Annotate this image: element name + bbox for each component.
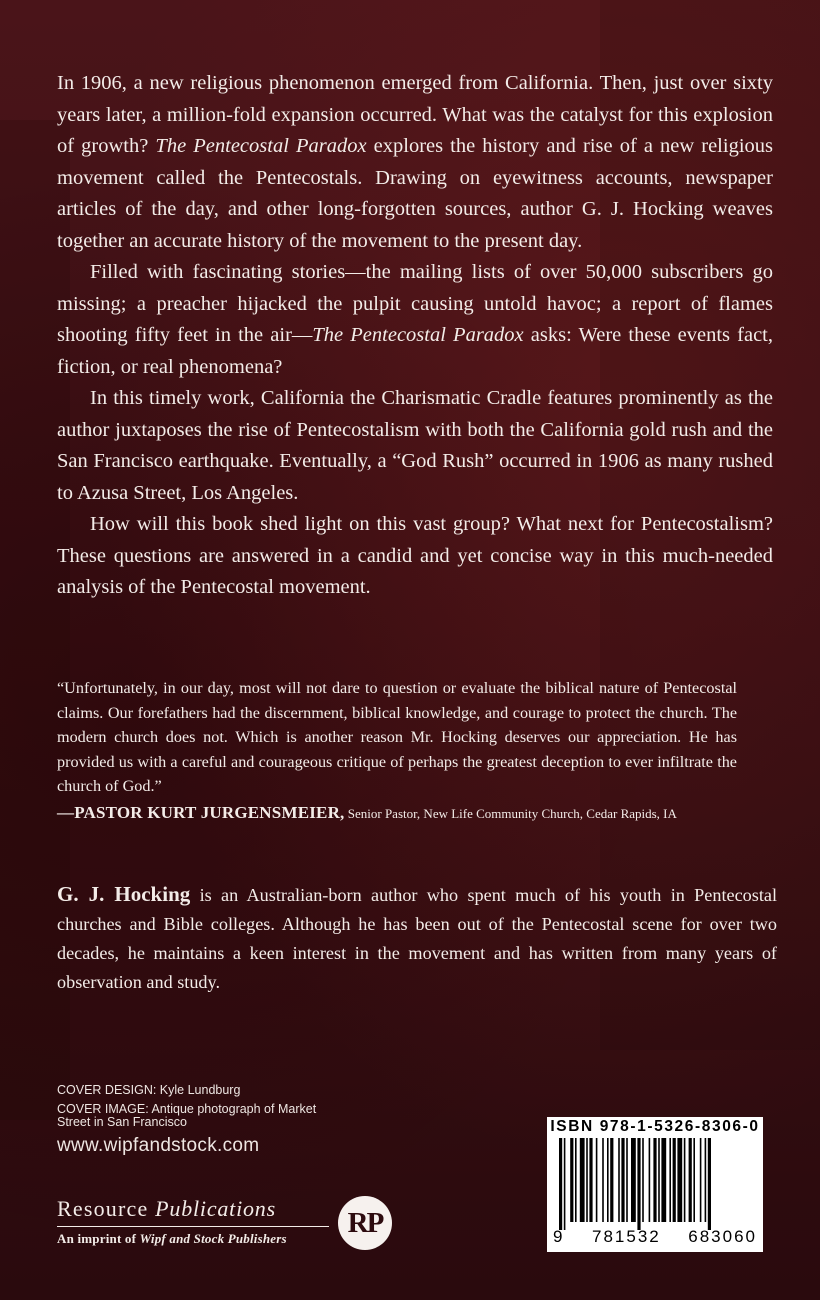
barcode-bar — [559, 1138, 562, 1230]
blurb-text: In 1906, a new religious phenomenon emerged from California. Then, just over sixty years later, a million-fold expansion occurred. What was the catalyst for this explosion of growth? — [57, 72, 773, 157]
barcode-bar — [658, 1138, 660, 1222]
endorsement — [57, 676, 737, 827]
blurb-text: Filled with fascinating stories—the mailing lists of over 50,000 subscribers go missing; a preacher hijacked the pulpit causing untold havoc; a report of flames shooting fifty feet in the air— — [57, 261, 773, 346]
blurb-paragraph: How will this book shed light on this vast group? What next for Pentecostalism? These questions are answered in a candid and yet concise way in this much-needed analysis of the Pentecostal movement. — [57, 513, 773, 598]
blurb-paragraph — [57, 257, 773, 383]
blurb-paragraph — [57, 68, 773, 257]
barcode-bar — [637, 1138, 640, 1230]
publisher-block — [57, 1196, 329, 1247]
barcode-bar — [618, 1138, 620, 1222]
author-bio-text — [57, 880, 777, 997]
barcode-bar — [626, 1138, 628, 1222]
barcode-bar — [631, 1138, 636, 1222]
barcode-bar — [705, 1138, 707, 1222]
endorser-role: Senior Pastor, New Life Community Church, Cedar Rapids, IA — [344, 805, 677, 821]
book-title: The Pentecostal Paradox — [155, 135, 367, 157]
barcode-bar — [586, 1138, 588, 1222]
barcode-digit-group: 9 — [553, 1227, 565, 1246]
barcode-bar — [700, 1138, 702, 1222]
barcode-bar — [689, 1138, 692, 1222]
publisher-name-italic: Publications — [155, 1196, 276, 1221]
barcode-digit-group: 683060 — [688, 1227, 757, 1246]
barcode-bar — [642, 1138, 644, 1222]
credit-label: COVER DESIGN: — [57, 1083, 157, 1097]
endorsement-quote: “Unfortunately, in our day, most will not dare to question or evaluate the biblical nature of Pentecostal claims. Our forefathers had the discernment, biblical knowledge, and courage to protect the church. The modern church does not. Which is another reason Mr. Hocking deserves our appreciation. He has provided us with a careful and courageous critique of perhaps the greatest deception to ever infiltrate the church of God.” — [57, 679, 737, 796]
imprint-italic: Wipf and Stock Publishers — [139, 1231, 287, 1246]
barcode-bar — [693, 1138, 695, 1222]
barcode-bar — [708, 1138, 711, 1230]
barcode-digit-group: 781532 — [592, 1227, 661, 1246]
barcode-bar — [673, 1138, 676, 1222]
blurb-text: asks: Were these events fact, fiction, or real phenomena? — [57, 324, 774, 378]
endorsement-attribution — [57, 801, 737, 827]
barcode-bar — [653, 1138, 656, 1222]
barcode-bar — [669, 1138, 671, 1222]
barcode-bar — [575, 1138, 577, 1222]
book-title: The Pentecostal Paradox — [312, 324, 524, 346]
publisher-url[interactable]: www.wipfandstock.com — [57, 1135, 260, 1156]
barcode-digits — [547, 1227, 763, 1247]
credit-value: Kyle Lundburg — [156, 1083, 241, 1097]
barcode-bar — [661, 1138, 666, 1222]
barcode-bar — [564, 1138, 566, 1230]
barcode-bar — [649, 1138, 651, 1222]
blurb-text: explores the history and rise of a new religious movement called the Pentecostals. Drawing on eyewitness accounts, newspaper articles of the day, and other long-forgotten sources, author G. J. Hocking weaves together an accurate history of the movement to the present day. — [57, 135, 773, 252]
cover-image-credit — [57, 1103, 327, 1129]
credit-label: COVER IMAGE: — [57, 1102, 149, 1116]
endorser-name: —PASTOR KURT JURGENSMEIER, — [57, 802, 345, 822]
bio-text: is an Australian-born author who spent much of his youth in Pentecostal churches and Bible colleges. Although he has been out of the Pentecostal scene for over two decades, he maintains a keen interest in the movement and has written from many years of observation and study. — [57, 885, 777, 992]
barcode-bar — [610, 1138, 613, 1222]
barcode-bar — [684, 1138, 686, 1222]
publisher-imprint — [57, 1231, 329, 1247]
barcode-bar — [621, 1138, 624, 1222]
barcode-bar — [602, 1138, 604, 1222]
author-bio — [57, 880, 777, 997]
credit-value: Antique photograph of Market Street in San Francisco — [57, 1102, 317, 1129]
barcode-bar — [596, 1138, 598, 1222]
barcode-bars — [559, 1138, 755, 1230]
barcode-bar — [580, 1138, 585, 1222]
cover-credits — [57, 1084, 327, 1157]
barcode-bar — [607, 1138, 609, 1222]
barcode-bar — [570, 1138, 573, 1222]
publisher-name — [57, 1196, 329, 1227]
barcode-bar — [677, 1138, 682, 1222]
rp-logo-icon: RP — [338, 1196, 392, 1250]
blurb — [57, 68, 773, 604]
isbn-number: ISBN 978-1-5326-8306-0 — [550, 1118, 760, 1135]
blurb-paragraph: In this timely work, California the Charismatic Cradle features prominently as the author juxtaposes the rise of Pentecostalism with both the California gold rush and the San Francisco earthquake. Eventually, a “God Rush” occurred in 1906 as many rushed to Azusa Street, Los Angeles. — [57, 387, 773, 504]
barcode — [547, 1117, 763, 1252]
publisher-name-plain: Resource — [57, 1196, 156, 1221]
barcode-bar — [589, 1138, 592, 1222]
cover-design-credit — [57, 1084, 327, 1097]
imprint-plain: An imprint of — [57, 1231, 140, 1246]
author-name: G. J. Hocking — [57, 882, 191, 906]
